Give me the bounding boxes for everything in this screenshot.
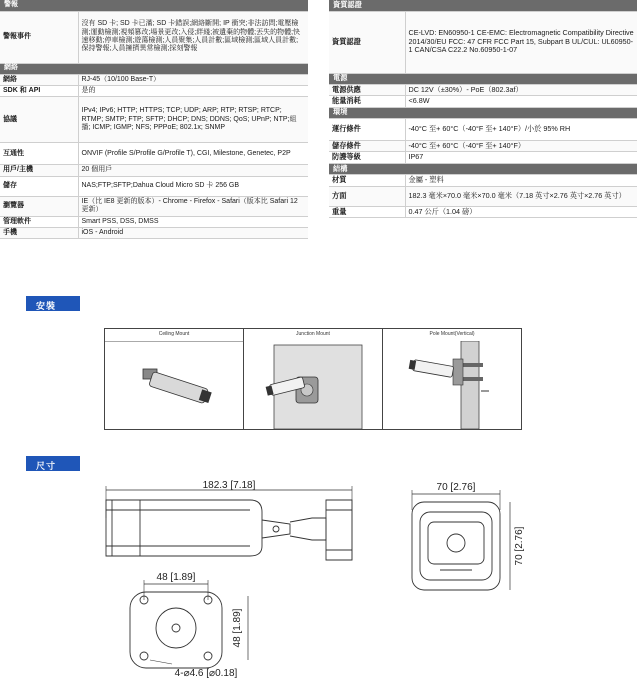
spec-value: DC 12V（±30%）- PoE（802.3af） — [405, 84, 637, 96]
spec-key: 用戶/主機 — [0, 165, 78, 176]
spec-value: NAS;FTP;SFTP;Dahua Cloud Micro SD 卡 256 GB — [78, 176, 308, 196]
spec-value: Smart PSS, DSS, DMSS — [78, 216, 308, 227]
spec-key: 能量消耗 — [329, 96, 405, 108]
spec-key: 手機 — [0, 228, 78, 239]
spec-value: 是的 — [78, 85, 308, 96]
section-header-label: 電源 — [329, 73, 637, 84]
spec-value: IP67 — [405, 152, 637, 164]
pole-mount-caption: Pole Mount(Vertical) — [429, 331, 475, 337]
front-width-label: 70 [2.76] — [436, 482, 476, 493]
spec-key: 瀏覽器 — [0, 196, 78, 216]
section-header-label: 警報 — [0, 0, 308, 11]
spec-key: 運行條件 — [329, 118, 405, 140]
install-section-label: 安裝 — [26, 296, 80, 311]
spec-value: ONVIF (Profile S/Profile G/Profile T), CGI, Milestone, Genetec, P2P — [78, 143, 308, 165]
spec-key: SDK 和 API — [0, 85, 78, 96]
spec-key: 協議 — [0, 97, 78, 143]
spec-value: RJ-45（10/100 Base-T） — [78, 74, 308, 85]
spec-value: -40°C 至+ 60°C（-40°F 至+ 140°F） — [405, 140, 637, 152]
spec-key: 儲存 — [0, 176, 78, 196]
spec-key: 電源供應 — [329, 84, 405, 96]
spec-value: IPv4; IPv6; HTTP; HTTPS; TCP; UDP; ARP; RTP; RTSP; RTCP; RTMP; SMTP; FTP; SFTP; DHCP; DNS; DDNS; QoS; UPnP; NTP;組播; ICMP; IGMP; NFS; PPPoE; 802.1x; SNMP — [78, 97, 308, 143]
spec-key: 資質認證 — [329, 11, 405, 73]
ceiling-mount-caption: Ceiling Mount — [158, 331, 190, 337]
spec-value: iOS - Android — [78, 228, 308, 239]
spec-key: 儲存條件 — [329, 140, 405, 152]
spec-value: 182.3 毫米×70.0 毫米×70.0 毫米（7.18 英寸×2.76 英寸×2.76 英寸） — [405, 186, 637, 206]
base-width-label: 48 [1.89] — [156, 572, 196, 583]
base-view-drawing — [130, 580, 248, 668]
hole-spec-label: 4-⌀4.6 [⌀0.18] — [174, 668, 238, 679]
length-dimension-label: 182.3 [7.18] — [202, 480, 256, 491]
side-view-drawing — [106, 486, 352, 560]
spec-key: 方面 — [329, 186, 405, 206]
spec-key: 管理軟件 — [0, 216, 78, 227]
base-height-label: 48 [1.89] — [232, 608, 243, 648]
dimension-section-label: 尺寸 — [26, 456, 80, 471]
spec-value: CE-LVD: EN60950-1 CE-EMC: Electromagnetic Compatibility Directive 2014/30/EU FCC: 47 CFR FCC Part 15, Subpart B UL/CUL: UL60950-1 CAN/CSA C22.2 No.60950-1-07 — [405, 11, 637, 73]
section-header-label: 環境 — [329, 107, 637, 118]
spec-key: 防護等級 — [329, 152, 405, 164]
section-header-label: 結構 — [329, 164, 637, 175]
spec-key: 材質 — [329, 175, 405, 187]
spec-key: 互通性 — [0, 143, 78, 165]
section-header-label: 資質認證 — [329, 0, 637, 11]
spec-key: 警報事件 — [0, 11, 78, 63]
spec-value: 0.47 公斤（1.04 磅） — [405, 206, 637, 218]
spec-value: 沒有 SD 卡; SD 卡已滿; SD 卡錯誤;網絡斷開; IP 衝突;非法訪問;電壓檢測;運動檢測;視頻篡改;場景更改;入侵;絆綫;被遺棄的物體;丟失的物體;快速移動;停車檢測;遊蕩檢測;人員聚集;人員計數;區域檢測;區域人員計數;保持警報;人員擁擠異常檢測;採刻警報 — [78, 11, 308, 63]
spec-key: 網絡 — [0, 74, 78, 85]
front-height-label: 70 [2.76] — [514, 526, 525, 566]
spec-value: 金屬 - 塑料 — [405, 175, 637, 187]
spec-key: 重量 — [329, 206, 405, 218]
junction-mount-caption: Junction Mount — [296, 331, 330, 337]
front-view-drawing — [412, 490, 510, 590]
spec-value: <6.8W — [405, 96, 637, 108]
spec-value: IE（比 IE8 更新的版本）- Chrome - Firefox - Safari（版本比 Safari 12 更新） — [78, 196, 308, 216]
spec-value: -40°C 至+ 60°C（-40°F 至+ 140°F）/小於 95% RH — [405, 118, 637, 140]
section-header-label: 網絡 — [0, 63, 308, 74]
spec-value: 20 個用戶 — [78, 165, 308, 176]
